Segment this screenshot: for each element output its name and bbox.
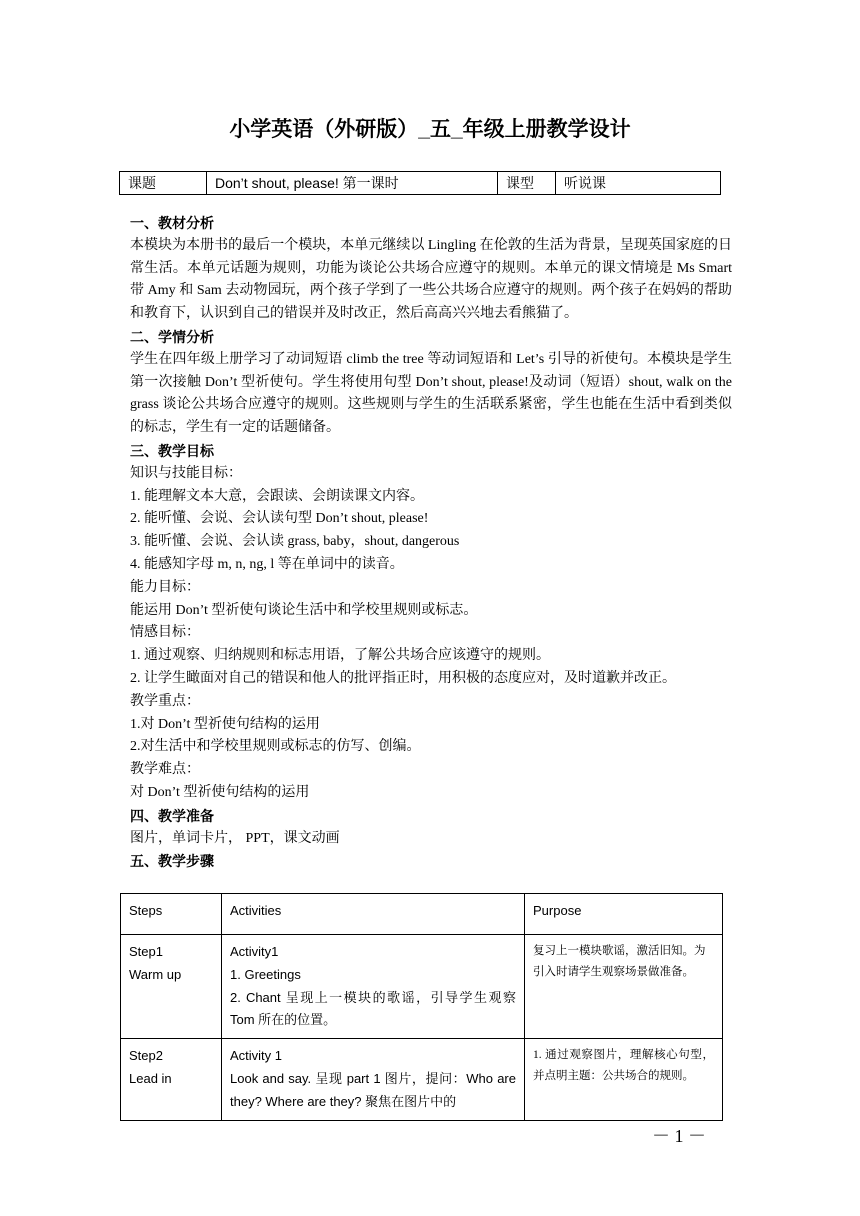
- objective-line: 教学重点：: [130, 693, 200, 709]
- header-purpose: Purpose: [525, 894, 723, 935]
- step-cell: [121, 1039, 222, 1120]
- step-number: Step2: [129, 1048, 163, 1064]
- section-heading-objectives: 三、教学目标: [130, 442, 214, 459]
- objective-line: 4. 能感知字母 m, n, ng, l 等在单词中的读音。: [130, 556, 404, 572]
- activity-line: Activity 1: [230, 1048, 283, 1064]
- objective-line: 知识与技能目标：: [130, 465, 242, 481]
- preparation-text: 图片，单词卡片， PPT，课文动画: [130, 830, 340, 846]
- activity-line: 1. Greetings: [230, 966, 301, 982]
- step-name: Lead in: [129, 1070, 172, 1086]
- objective-line: 1. 通过观察、归纳规则和标志用语，了解公共场合应该遵守的规则。: [130, 648, 550, 664]
- objective-line: 2. 能听懂、会说、会认读句型 Don’t shout, please!: [130, 511, 429, 527]
- activity-line: Activity1: [230, 944, 279, 959]
- section-heading-learner-analysis: 二、学情分析: [130, 328, 214, 345]
- learner-analysis-text: 学生在四年级上册学习了动词短语 climb the tree 等动词短语和 Let’s 引导的祈使句。本模块是学生第一次接触 Don’t 型祈使句。学生将使用句型 Don’t shout, please!及动词（短语）shout, walk on the grass 谈论公共场合应遵守的规则。这些规则与学生的生活联系紧密，学生也能在生活中看到类似的标志，学生有一定的话题储备。: [130, 351, 732, 436]
- step-name: Warm up: [129, 966, 182, 982]
- objective-line: 能力目标：: [130, 579, 200, 595]
- lesson-info-table: [119, 171, 721, 195]
- objective-line: 2. 让学生瞰面对自己的错误和他人的批评指正时，用积极的态度应对，及时道歉并改正。: [130, 670, 676, 686]
- purpose-cell: 复习上一模块歌谣，激活旧知。为引入时请学生观察场景做准备。: [525, 935, 723, 1039]
- table-header-row: [121, 894, 723, 935]
- type-value: 听说课: [556, 172, 721, 195]
- objective-line: 对 Don’t 型祈使句结构的运用: [130, 784, 310, 800]
- activity-line: 2. Chant 呈现上一模块的歌谣，引导学生观察 Tom 所在的位置。: [230, 989, 516, 1028]
- step-cell: [121, 935, 222, 1039]
- teaching-steps-table: [120, 893, 723, 1121]
- activity-line: Look and say. 呈现 part 1 图片，提问：Who are they? Where are they? 聚焦在图片中的: [230, 1070, 516, 1109]
- section-heading-preparation: 四、教学准备: [130, 807, 214, 824]
- section-heading-steps: 五、教学步骤: [130, 853, 214, 870]
- table-row: [121, 935, 723, 1039]
- table-row: [121, 1039, 723, 1120]
- type-label: 课型: [498, 172, 556, 195]
- topic-value: Don’t shout, please! 第一课时: [207, 172, 498, 195]
- page-number: － 1 －: [652, 1126, 706, 1146]
- objective-line: 2.对生活中和学校里规则或标志的仿写、创编。: [130, 739, 421, 755]
- section-heading-textbook-analysis: 一、教材分析: [130, 215, 214, 231]
- objective-line: 情感目标：: [130, 625, 200, 641]
- objective-line: 1. 能理解文本大意，会跟读、会朗读课文内容。: [130, 488, 424, 504]
- objective-line: 能运用 Don’t 型祈使句谈论生活中和学校里规则或标志。: [130, 602, 478, 618]
- objective-line: 1.对 Don’t 型祈使句结构的运用: [130, 716, 320, 732]
- header-steps: Steps: [121, 894, 222, 935]
- activities-cell: [222, 935, 525, 1039]
- activities-cell: [222, 1039, 525, 1120]
- document-body: [130, 212, 732, 873]
- document-title: 小学英语（外研版）_五_年级上册教学设计: [229, 118, 631, 141]
- topic-label: 课题: [120, 172, 207, 195]
- objective-line: 3. 能听懂、会说、会认读 grass, baby，shout, dangerous: [130, 534, 460, 550]
- textbook-analysis-text: 本模块为本册书的最后一个模块，本单元继续以 Lingling 在伦敦的生活为背景，呈现英国家庭的日常生活。本单元话题为规则，功能为谈论公共场合应遵守的规则。本单元的课文情境是 Ms Smart 带 Amy 和 Sam 去动物园玩，两个孩子学到了一些公共场合应遵守的规则。两个孩子在妈妈的帮助和教育下，认识到自己的错误并及时改正，然后高高兴兴地去看熊猫了。: [130, 237, 732, 322]
- step-number: Step1: [129, 944, 163, 959]
- purpose-cell: 1. 通过观察图片，理解核心句型，并点明主题：公共场合的规则。: [525, 1039, 723, 1120]
- header-activities: Activities: [222, 894, 525, 935]
- objective-line: 教学难点：: [130, 762, 200, 778]
